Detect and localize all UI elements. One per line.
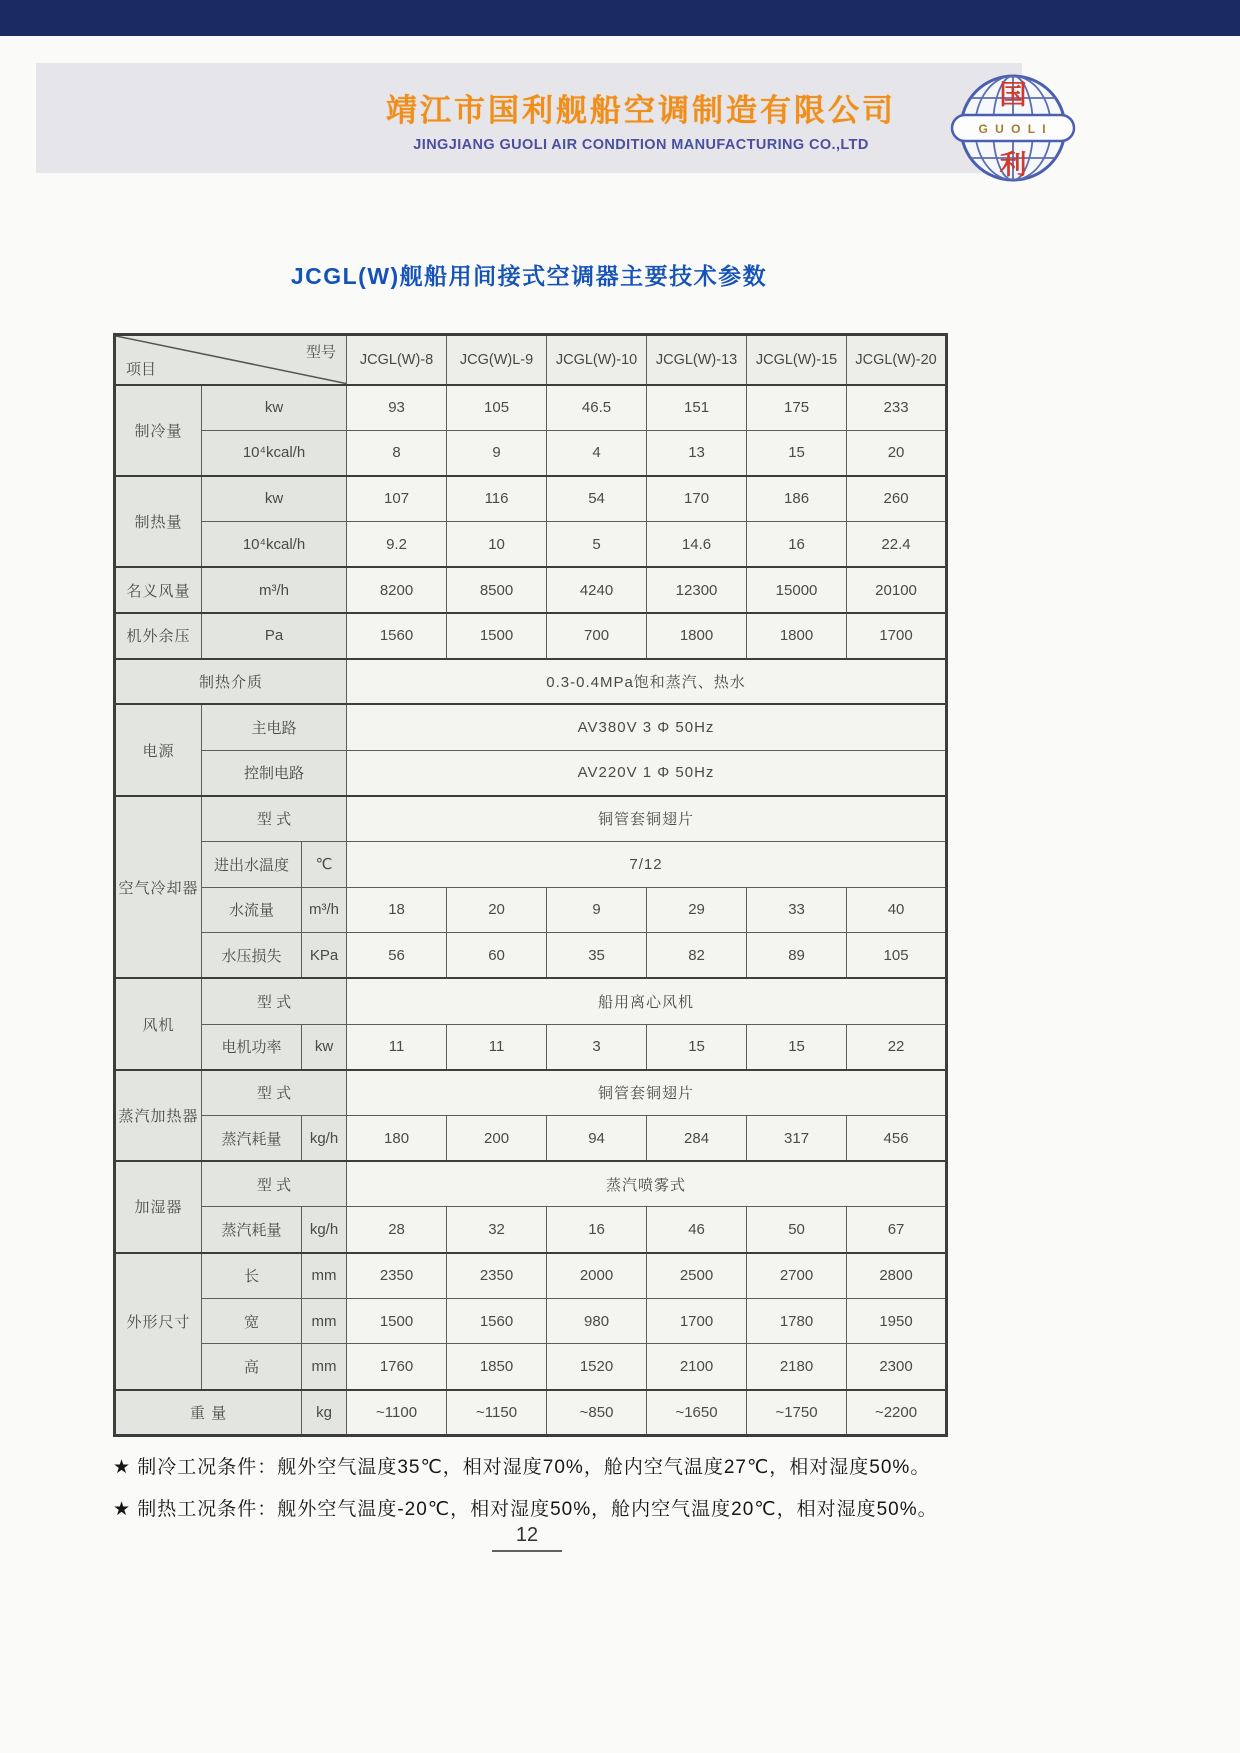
value-cell: 2800 xyxy=(847,1253,947,1299)
table-row xyxy=(115,613,947,659)
logo-band-text: G U O L I xyxy=(978,122,1048,136)
company-header-band xyxy=(36,63,1022,173)
value-cell: 1700 xyxy=(847,613,947,659)
group-label-cell: 制热量 xyxy=(115,476,202,567)
value-cell: 1850 xyxy=(447,1344,547,1390)
value-cell: 60 xyxy=(447,933,547,979)
group-label-cell: 重 量 xyxy=(115,1390,302,1436)
value-cell: 170 xyxy=(647,476,747,522)
sub-label-cell: 水压损失 xyxy=(202,933,302,979)
value-cell: ~1100 xyxy=(347,1390,447,1436)
value-cell: 4240 xyxy=(547,567,647,613)
value-cell: 2300 xyxy=(847,1344,947,1390)
sub-label-cell: 蒸汽耗量 xyxy=(202,1116,302,1162)
unit-cell: mm xyxy=(302,1253,347,1299)
sub-label-cell: Pa xyxy=(202,613,347,659)
logo-top-char: 国 xyxy=(999,80,1027,110)
value-cell: 9 xyxy=(447,430,547,476)
sub-label-cell: 主电路 xyxy=(202,704,347,750)
unit-cell: kw xyxy=(302,1024,347,1070)
value-cell: 3 xyxy=(547,1024,647,1070)
unit-cell: m³/h xyxy=(302,887,347,933)
value-cell: ~850 xyxy=(547,1390,647,1436)
note-cooling-conditions: ★ 制冷工况条件：舰外空气温度35℃，相对湿度70%，舱内空气温度27℃，相对湿度50%。 xyxy=(113,1457,931,1478)
company-block xyxy=(291,85,991,153)
note-heating-conditions: ★ 制热工况条件：舰外空气温度-20℃，相对湿度50%，舱内空气温度20℃，相对湿度50%。 xyxy=(113,1499,938,1520)
value-cell: 29 xyxy=(647,887,747,933)
table-row xyxy=(115,1024,947,1070)
value-cell: 18 xyxy=(347,887,447,933)
table-row xyxy=(115,1253,947,1299)
sub-label-cell: 型 式 xyxy=(202,796,347,842)
value-cell: 105 xyxy=(447,385,547,431)
value-cell: 16 xyxy=(547,1207,647,1253)
spec-table-wrap xyxy=(113,333,948,1437)
group-label-cell: 加湿器 xyxy=(115,1161,202,1252)
unit-cell: kg xyxy=(302,1390,347,1436)
value-cell: 1780 xyxy=(747,1298,847,1344)
value-cell: 1500 xyxy=(447,613,547,659)
value-cell: 1800 xyxy=(647,613,747,659)
unit-cell: kg/h xyxy=(302,1116,347,1162)
value-cell: 22.4 xyxy=(847,522,947,568)
value-cell: 46.5 xyxy=(547,385,647,431)
header-row xyxy=(115,335,947,385)
guoli-globe-logo-icon xyxy=(948,62,1078,194)
page-title: JCGL(W)舰船用间接式空调器主要技术参数 xyxy=(290,263,768,289)
value-cell: 2500 xyxy=(647,1253,747,1299)
value-cell: ~1150 xyxy=(447,1390,547,1436)
value-cell: 15000 xyxy=(747,567,847,613)
model-header: JCGL(W)-13 xyxy=(647,335,747,385)
table-row xyxy=(115,385,947,431)
value-cell: 1800 xyxy=(747,613,847,659)
value-cell: 105 xyxy=(847,933,947,979)
value-cell: 175 xyxy=(747,385,847,431)
table-row xyxy=(115,1161,947,1207)
model-header: JCGL(W)-15 xyxy=(747,335,847,385)
sub-label-cell: 型 式 xyxy=(202,1161,347,1207)
table-row xyxy=(115,1207,947,1253)
table-row xyxy=(115,796,947,842)
value-cell: 20100 xyxy=(847,567,947,613)
table-row xyxy=(115,522,947,568)
value-cell: 2350 xyxy=(447,1253,547,1299)
value-cell: 40 xyxy=(847,887,947,933)
value-cell: 1760 xyxy=(347,1344,447,1390)
table-row xyxy=(115,704,947,750)
span-value-cell: 铜管套铜翅片 xyxy=(347,1070,947,1116)
group-label-cell: 制热介质 xyxy=(115,659,347,705)
sub-label-cell: 水流量 xyxy=(202,887,302,933)
span-value-cell: 铜管套铜翅片 xyxy=(347,796,947,842)
value-cell: 67 xyxy=(847,1207,947,1253)
value-cell: 9.2 xyxy=(347,522,447,568)
value-cell: 20 xyxy=(447,887,547,933)
value-cell: 1700 xyxy=(647,1298,747,1344)
model-header: JCGL(W)-20 xyxy=(847,335,947,385)
table-row xyxy=(115,1116,947,1162)
unit-cell: KPa xyxy=(302,933,347,979)
table-row xyxy=(115,1390,947,1436)
specs-table-body xyxy=(115,385,947,1436)
table-row xyxy=(115,430,947,476)
value-cell: 700 xyxy=(547,613,647,659)
value-cell: 200 xyxy=(447,1116,547,1162)
value-cell: 456 xyxy=(847,1116,947,1162)
page-number: 12 xyxy=(492,1524,562,1552)
unit-cell: ℃ xyxy=(302,841,347,887)
value-cell: 317 xyxy=(747,1116,847,1162)
sub-label-cell: 型 式 xyxy=(202,1070,347,1116)
value-cell: 20 xyxy=(847,430,947,476)
value-cell: 8500 xyxy=(447,567,547,613)
logo-bottom-char: 利 xyxy=(999,150,1027,180)
group-label-cell: 外形尺寸 xyxy=(115,1253,202,1390)
value-cell: 56 xyxy=(347,933,447,979)
value-cell: 116 xyxy=(447,476,547,522)
model-header: JCGL(W)-8 xyxy=(347,335,447,385)
group-label-cell: 风机 xyxy=(115,978,202,1069)
value-cell: 1520 xyxy=(547,1344,647,1390)
value-cell: 14.6 xyxy=(647,522,747,568)
sub-label-cell: 10⁴kcal/h xyxy=(202,430,347,476)
value-cell: 260 xyxy=(847,476,947,522)
sub-label-cell: 10⁴kcal/h xyxy=(202,522,347,568)
value-cell: 35 xyxy=(547,933,647,979)
sub-label-cell: 宽 xyxy=(202,1298,302,1344)
value-cell: 2180 xyxy=(747,1344,847,1390)
sub-label-cell: 长 xyxy=(202,1253,302,1299)
value-cell: 93 xyxy=(347,385,447,431)
value-cell: 22 xyxy=(847,1024,947,1070)
value-cell: 15 xyxy=(747,430,847,476)
table-row xyxy=(115,887,947,933)
group-label-cell: 制冷量 xyxy=(115,385,202,476)
company-name-en: JINGJIANG GUOLI AIR CONDITION MANUFACTURING CO.,LTD xyxy=(413,137,869,153)
value-cell: 13 xyxy=(647,430,747,476)
span-value-cell: 0.3-0.4MPa饱和蒸汽、热水 xyxy=(347,659,947,705)
value-cell: 2700 xyxy=(747,1253,847,1299)
value-cell: 32 xyxy=(447,1207,547,1253)
group-label-cell: 空气冷却器 xyxy=(115,796,202,979)
value-cell: ~2200 xyxy=(847,1390,947,1436)
value-cell: 94 xyxy=(547,1116,647,1162)
unit-cell: kg/h xyxy=(302,1207,347,1253)
value-cell: 54 xyxy=(547,476,647,522)
value-cell: 11 xyxy=(347,1024,447,1070)
corner-label-model: 型号 xyxy=(306,344,337,361)
value-cell: 1560 xyxy=(447,1298,547,1344)
sub-label-cell: 控制电路 xyxy=(202,750,347,796)
sub-label-cell: 型 式 xyxy=(202,978,347,1024)
value-cell: 28 xyxy=(347,1207,447,1253)
table-row xyxy=(115,567,947,613)
table-row xyxy=(115,476,947,522)
table-row xyxy=(115,978,947,1024)
table-row xyxy=(115,841,947,887)
sub-label-cell: 进出水温度 xyxy=(202,841,302,887)
span-value-cell: AV380V 3 Φ 50Hz xyxy=(347,704,947,750)
group-label-cell: 蒸汽加热器 xyxy=(115,1070,202,1161)
value-cell: 233 xyxy=(847,385,947,431)
value-cell: 46 xyxy=(647,1207,747,1253)
sub-label-cell: 高 xyxy=(202,1344,302,1390)
table-row xyxy=(115,1298,947,1344)
sub-label-cell: 电机功率 xyxy=(202,1024,302,1070)
value-cell: 15 xyxy=(647,1024,747,1070)
sub-label-cell: m³/h xyxy=(202,567,347,613)
model-header: JCG(W)L-9 xyxy=(447,335,547,385)
value-cell: 186 xyxy=(747,476,847,522)
unit-cell: mm xyxy=(302,1298,347,1344)
value-cell: 1500 xyxy=(347,1298,447,1344)
value-cell: 1950 xyxy=(847,1298,947,1344)
value-cell: 15 xyxy=(747,1024,847,1070)
group-label-cell: 电源 xyxy=(115,704,202,795)
value-cell: 10 xyxy=(447,522,547,568)
group-label-cell: 名义风量 xyxy=(115,567,202,613)
value-cell: 16 xyxy=(747,522,847,568)
value-cell: 8 xyxy=(347,430,447,476)
value-cell: 50 xyxy=(747,1207,847,1253)
unit-cell: mm xyxy=(302,1344,347,1390)
value-cell: 5 xyxy=(547,522,647,568)
table-row xyxy=(115,1070,947,1116)
value-cell: 9 xyxy=(547,887,647,933)
value-cell: 1560 xyxy=(347,613,447,659)
value-cell: 12300 xyxy=(647,567,747,613)
value-cell: 2000 xyxy=(547,1253,647,1299)
value-cell: ~1750 xyxy=(747,1390,847,1436)
span-value-cell: 7/12 xyxy=(347,841,947,887)
table-row xyxy=(115,659,947,705)
table-row xyxy=(115,1344,947,1390)
sub-label-cell: 蒸汽耗量 xyxy=(202,1207,302,1253)
sub-label-cell: kw xyxy=(202,385,347,431)
model-header: JCGL(W)-10 xyxy=(547,335,647,385)
value-cell: 2100 xyxy=(647,1344,747,1390)
value-cell: 82 xyxy=(647,933,747,979)
value-cell: 89 xyxy=(747,933,847,979)
value-cell: 11 xyxy=(447,1024,547,1070)
value-cell: 151 xyxy=(647,385,747,431)
table-row xyxy=(115,750,947,796)
value-cell: 284 xyxy=(647,1116,747,1162)
value-cell: 980 xyxy=(547,1298,647,1344)
specs-table-head xyxy=(115,335,947,385)
corner-label-item: 项目 xyxy=(126,360,157,378)
value-cell: 2350 xyxy=(347,1253,447,1299)
sub-label-cell: kw xyxy=(202,476,347,522)
corner-cell xyxy=(115,335,347,385)
span-value-cell: AV220V 1 Φ 50Hz xyxy=(347,750,947,796)
value-cell: ~1650 xyxy=(647,1390,747,1436)
top-navy-bar xyxy=(0,0,1240,36)
value-cell: 4 xyxy=(547,430,647,476)
value-cell: 107 xyxy=(347,476,447,522)
value-cell: 180 xyxy=(347,1116,447,1162)
table-row xyxy=(115,933,947,979)
span-value-cell: 蒸汽喷雾式 xyxy=(347,1161,947,1207)
group-label-cell: 机外余压 xyxy=(115,613,202,659)
company-name-cn: 靖江市国利舰船空调制造有限公司 xyxy=(386,93,896,128)
specs-table xyxy=(113,333,948,1437)
span-value-cell: 船用离心风机 xyxy=(347,978,947,1024)
value-cell: 8200 xyxy=(347,567,447,613)
value-cell: 33 xyxy=(747,887,847,933)
